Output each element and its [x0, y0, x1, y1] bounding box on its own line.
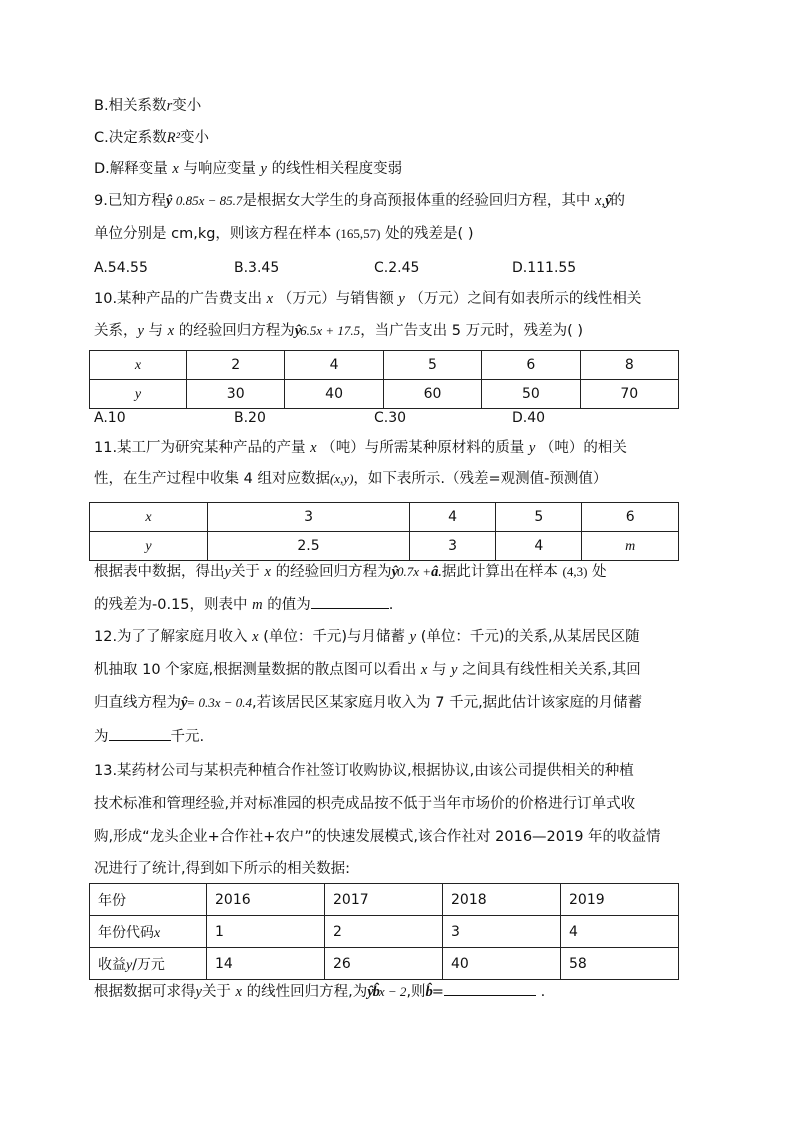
q10-option-a: A.10: [94, 410, 126, 426]
q13-line-1: 13.某药材公司与某枳壳种植合作社签订收购协议,根据协议,由该公司提供相关的种植: [94, 763, 634, 779]
q11-line-4: 的残差为-0.15，则表中 m 的值为 .: [94, 594, 393, 616]
q12-line-3: 归直线方程为ŷ= 0.3x − 0.4,若该居民区某家庭月收入为 7 千元,据此估计该家庭的月储蓄: [94, 695, 643, 711]
q12-answer-blank[interactable]: [109, 726, 171, 741]
q12-line-1: 12.为了了解家庭月收入 x (单位：千元)与月储蓄 y (单位：千元)的关系,从某居民区随: [94, 629, 640, 645]
q8-option-b: B.相关系数r变小: [94, 98, 202, 114]
q10-option-c: C.30: [374, 410, 407, 426]
q8-option-d: D.解释变量 x 与响应变量 y 的线性相关程度变弱: [94, 161, 403, 177]
q10-data-table: [89, 350, 679, 409]
q13-line-3: 购,形成“龙头企业+合作社+农户”的快速发展模式,该合作社对 2016—2019 年的收益情: [94, 829, 661, 845]
q9-option-c: C.2.45: [374, 260, 420, 276]
q9-option-b: B.3.45: [234, 260, 280, 276]
q9-option-a: A.54.55: [94, 260, 148, 276]
q11-answer-blank[interactable]: [311, 594, 389, 609]
q11-line-1: 11.某工厂为研究某种产品的产量 x （吨）与所需某种原材料的质量 y （吨）的相关: [94, 440, 627, 456]
table-row: 年份代码x 1 2 3 4: [90, 916, 679, 948]
table-row: x 2 4 5 6 8: [90, 351, 679, 380]
table-row: y 30 40 60 50 70: [90, 380, 679, 409]
table-row: x 3 4 5 6: [90, 503, 679, 532]
q9-option-d: D.111.55: [512, 260, 577, 276]
q12-line-2: 机抽取 10 个家庭,根据测量数据的散点图可以看出 x 与 y 之间具有线性相关关系,其回: [94, 662, 641, 678]
q10-option-d: D.40: [512, 410, 546, 426]
q10-options: [94, 407, 545, 429]
q13-data-table: [89, 883, 679, 980]
table-row: 收益y/万元 14 26 40 58: [90, 948, 679, 980]
q10-option-b: B.20: [234, 410, 266, 426]
q13-answer-blank[interactable]: [444, 981, 536, 996]
q9-options: [94, 257, 576, 279]
table-row: 年份 2016 2017 2018 2019: [90, 884, 679, 916]
q12-line-4: 为 千元.: [94, 726, 204, 748]
q13-line-2: 技术标准和管理经验,并对标准园的枳壳成品按不低于当年市场价的价格进行订单式收: [94, 796, 636, 812]
q9-line-1: 9.已知方程ŷ 0.85x − 85.7是根据女大学生的身高预报体重的经验回归方程，其中 x,ŷ的: [94, 193, 626, 209]
q8-option-c: C.决定系数R²变小: [94, 130, 209, 146]
q11-line-3: 根据表中数据，得出y关于 x 的经验回归方程为ŷ0.7x +â.据此计算出在样本 (4,3) 处: [94, 564, 607, 580]
q10-line-1: 10.某种产品的广告费支出 x （万元）与销售额 y （万元）之间有如表所示的线性相关: [94, 291, 642, 307]
q13-line-4: 况进行了统计,得到如下所示的相关数据:: [94, 861, 350, 877]
q11-line-2: 性，在生产过程中收集 4 组对应数据(x,y)，如下表所示.（残差=观测值-预测值）: [94, 471, 608, 487]
q9-line-2: 单位分别是 cm,kg，则该方程在样本 (165,57) 处的残差是( ): [94, 226, 474, 242]
q11-data-table: [89, 502, 679, 561]
q13-line-5: 根据数据可求得y关于 x 的线性回归方程,为ŷb̂x − 2,则b̂= .: [94, 981, 545, 1003]
table-row: y 2.5 3 4 m: [90, 532, 679, 561]
q10-line-2: 关系，y 与 x 的经验回归方程为ŷ6.5x + 17.5，当广告支出 5 万元时，残差为( ): [94, 323, 584, 339]
